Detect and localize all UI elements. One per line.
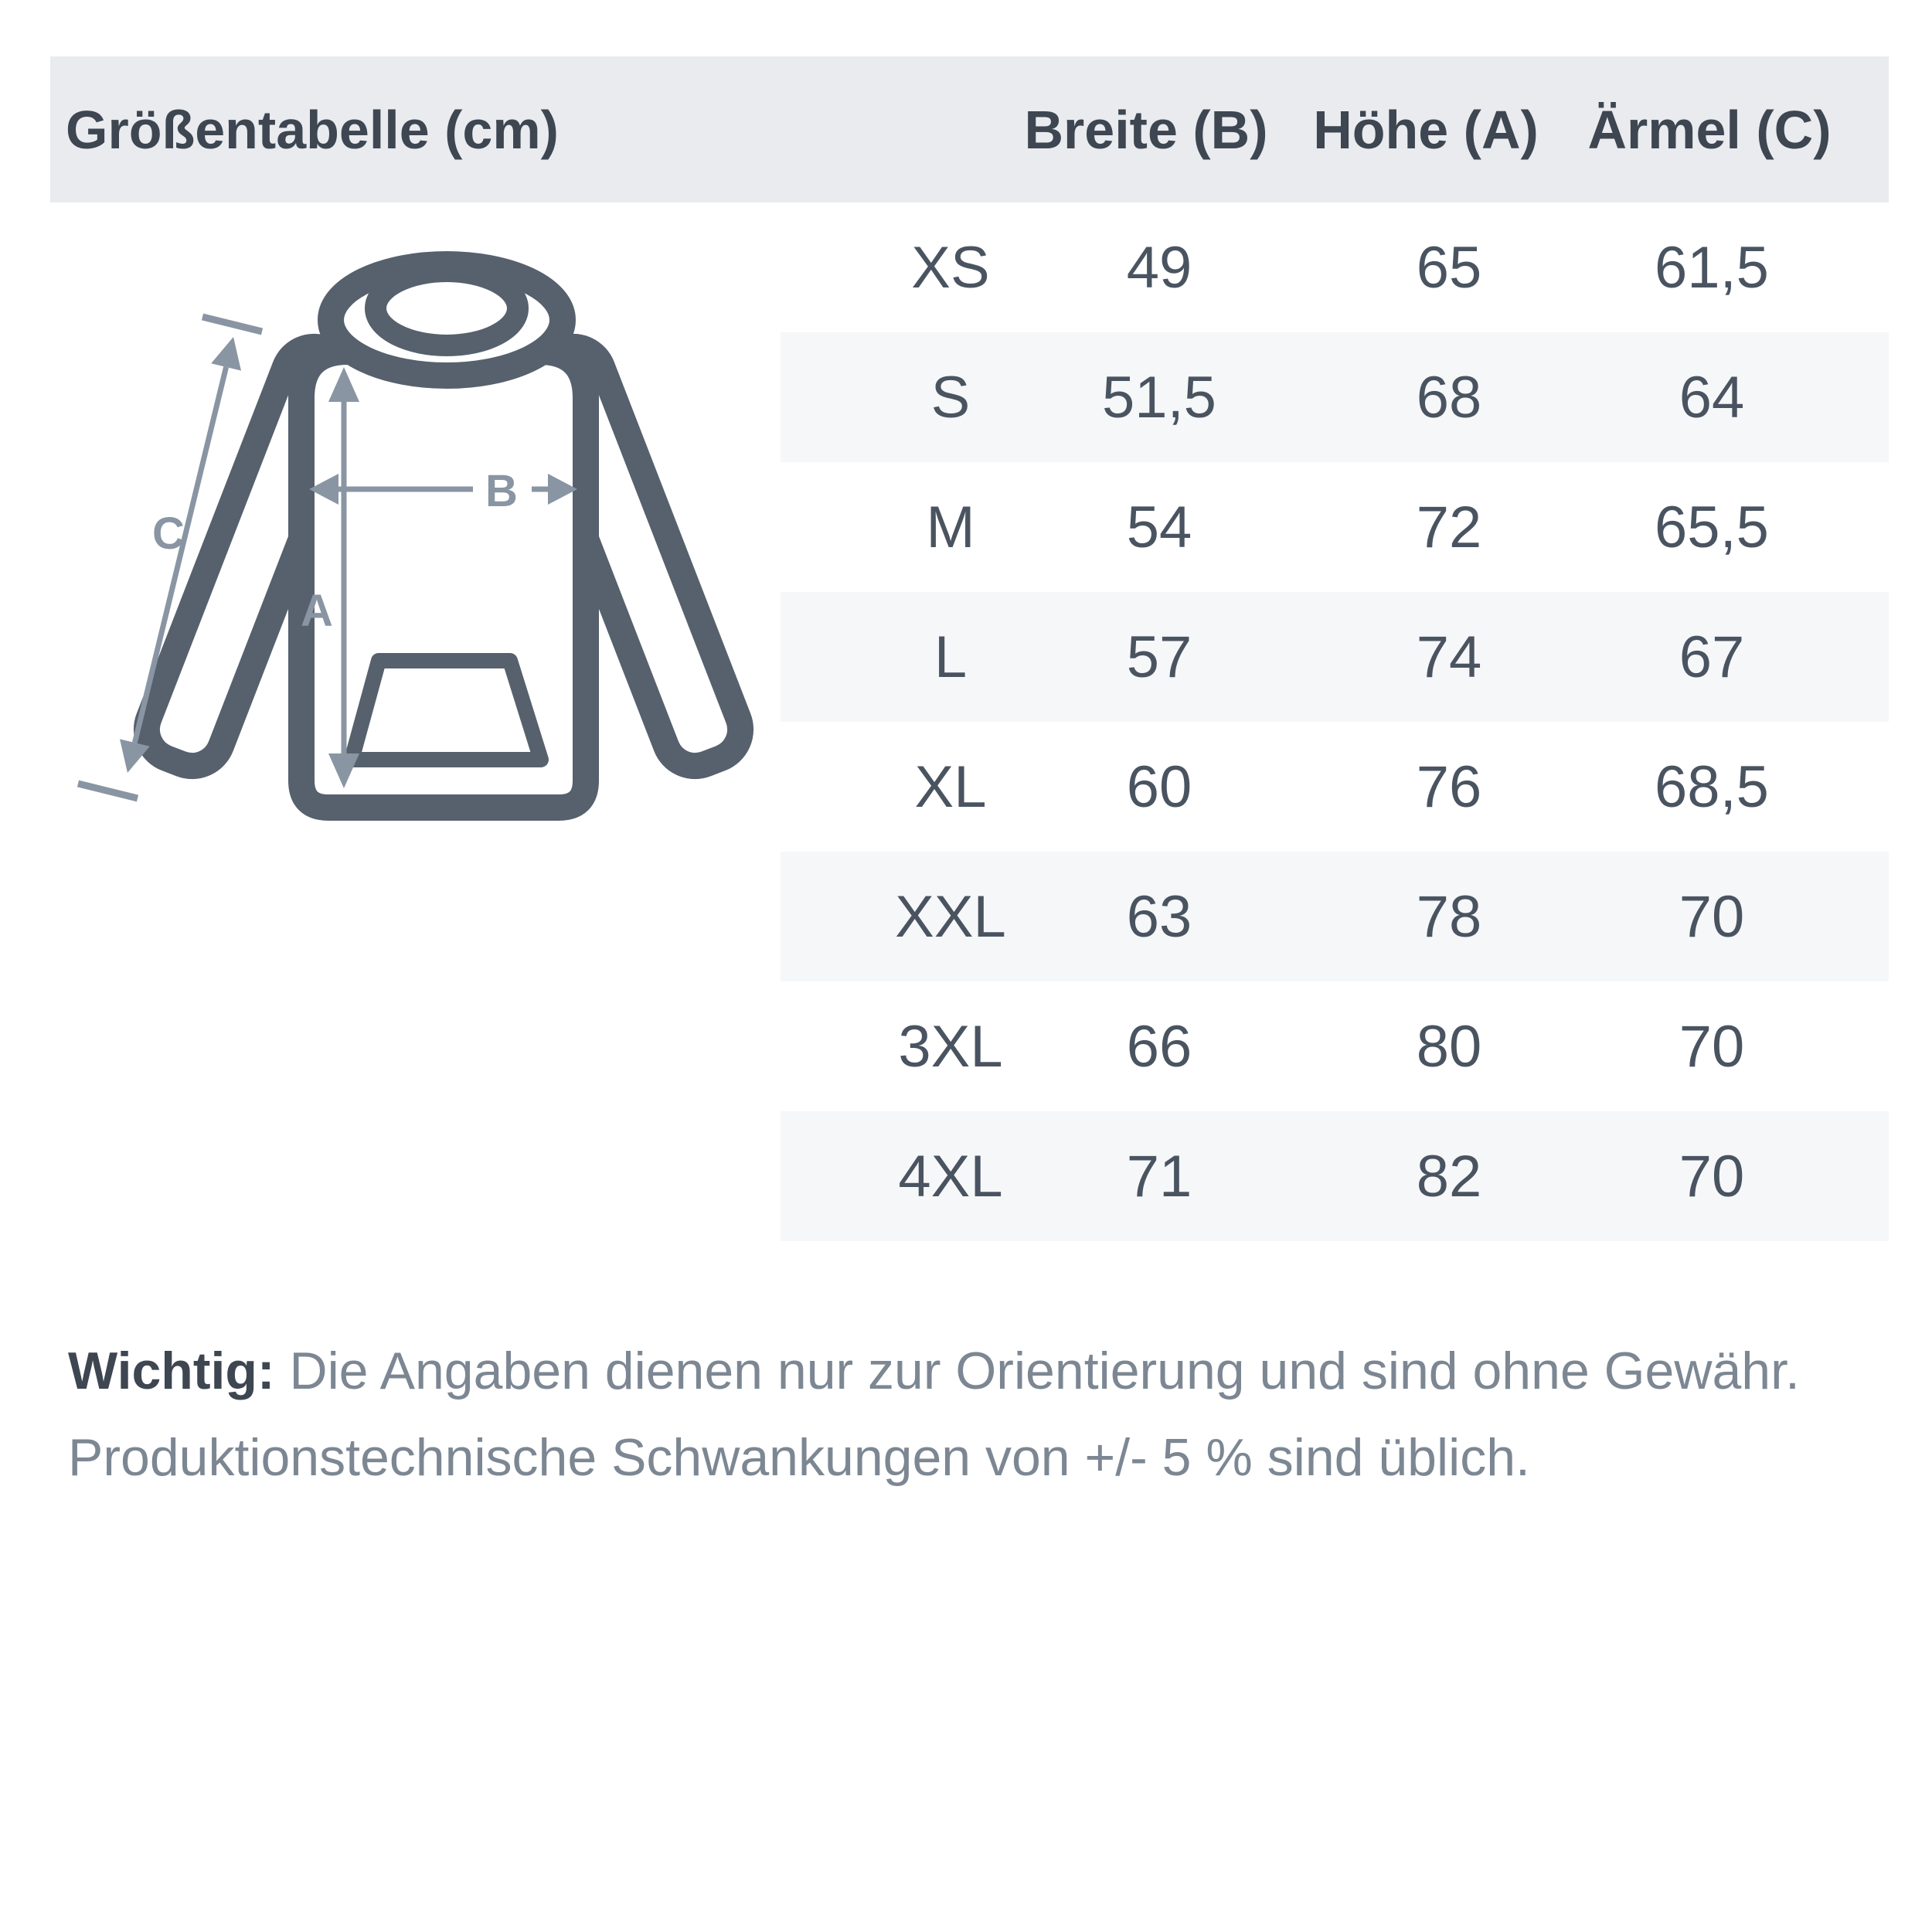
hoehe-value: 80 (1416, 1013, 1482, 1080)
aermel-value: 64 (1679, 364, 1745, 430)
table-row (781, 332, 1889, 462)
size-label: 4XL (898, 1143, 1003, 1209)
hoehe-value: 65 (1416, 234, 1482, 301)
breite-value: 57 (1126, 624, 1192, 690)
hoehe-value: 76 (1416, 753, 1482, 820)
table-row (781, 722, 1889, 852)
hoehe-value: 72 (1416, 494, 1482, 560)
aermel-value: 67 (1679, 624, 1745, 690)
aermel-value: 70 (1679, 1143, 1745, 1209)
breite-value: 71 (1126, 1143, 1192, 1209)
breite-value: 51,5 (1102, 364, 1216, 430)
size-label: XL (914, 753, 987, 820)
size-label: XXL (895, 883, 1006, 950)
column-header-aermel: Ärmel (C) (1587, 99, 1832, 160)
dimension-c-label: C (152, 509, 185, 559)
table-row (781, 852, 1889, 981)
disclaimer-line1: Die Angaben dienen nur zur Orientierung und sind ohne Gewähr. (274, 1342, 1800, 1400)
table-row (781, 462, 1889, 592)
breite-value: 49 (1126, 234, 1192, 301)
table-row (781, 592, 1889, 722)
breite-value: 66 (1126, 1013, 1192, 1080)
hoodie-pocket (352, 661, 541, 760)
hoodie-measurement-diagram (46, 205, 804, 912)
column-header-hoehe: Höhe (A) (1313, 99, 1539, 160)
table-row (781, 981, 1889, 1111)
size-label: XS (911, 234, 990, 301)
size-label: L (934, 624, 968, 690)
breite-value: 60 (1126, 753, 1192, 820)
disclaimer-note (68, 1328, 1830, 1501)
column-header-breite: Breite (B) (1024, 99, 1268, 160)
size-table (781, 202, 1889, 1241)
table-row (781, 1111, 1889, 1241)
table-row (781, 202, 1889, 332)
hoehe-value: 78 (1416, 883, 1482, 950)
aermel-value: 65,5 (1655, 494, 1769, 560)
table-header-bar (50, 56, 1889, 202)
hood-inner-ring (376, 271, 518, 345)
breite-value: 54 (1126, 494, 1192, 560)
hoehe-value: 82 (1416, 1143, 1482, 1209)
size-label: 3XL (898, 1013, 1003, 1080)
size-label: M (926, 494, 975, 560)
aermel-value: 70 (1679, 883, 1745, 950)
disclaimer-line2: Produktionstechnische Schwankungen von +/- 5 % sind üblich. (68, 1428, 1530, 1487)
aermel-value: 68,5 (1655, 753, 1769, 820)
size-label: S (930, 364, 971, 430)
dimension-b-label: B (485, 466, 518, 516)
disclaimer-bold-prefix: Wichtig: (68, 1342, 275, 1400)
page-title: Größentabelle (cm) (66, 99, 559, 160)
hoehe-value: 74 (1416, 624, 1482, 690)
dimension-a-label: A (301, 586, 333, 636)
aermel-value: 70 (1679, 1013, 1745, 1080)
breite-value: 63 (1126, 883, 1192, 950)
hoehe-value: 68 (1416, 364, 1482, 430)
aermel-value: 61,5 (1655, 234, 1769, 301)
